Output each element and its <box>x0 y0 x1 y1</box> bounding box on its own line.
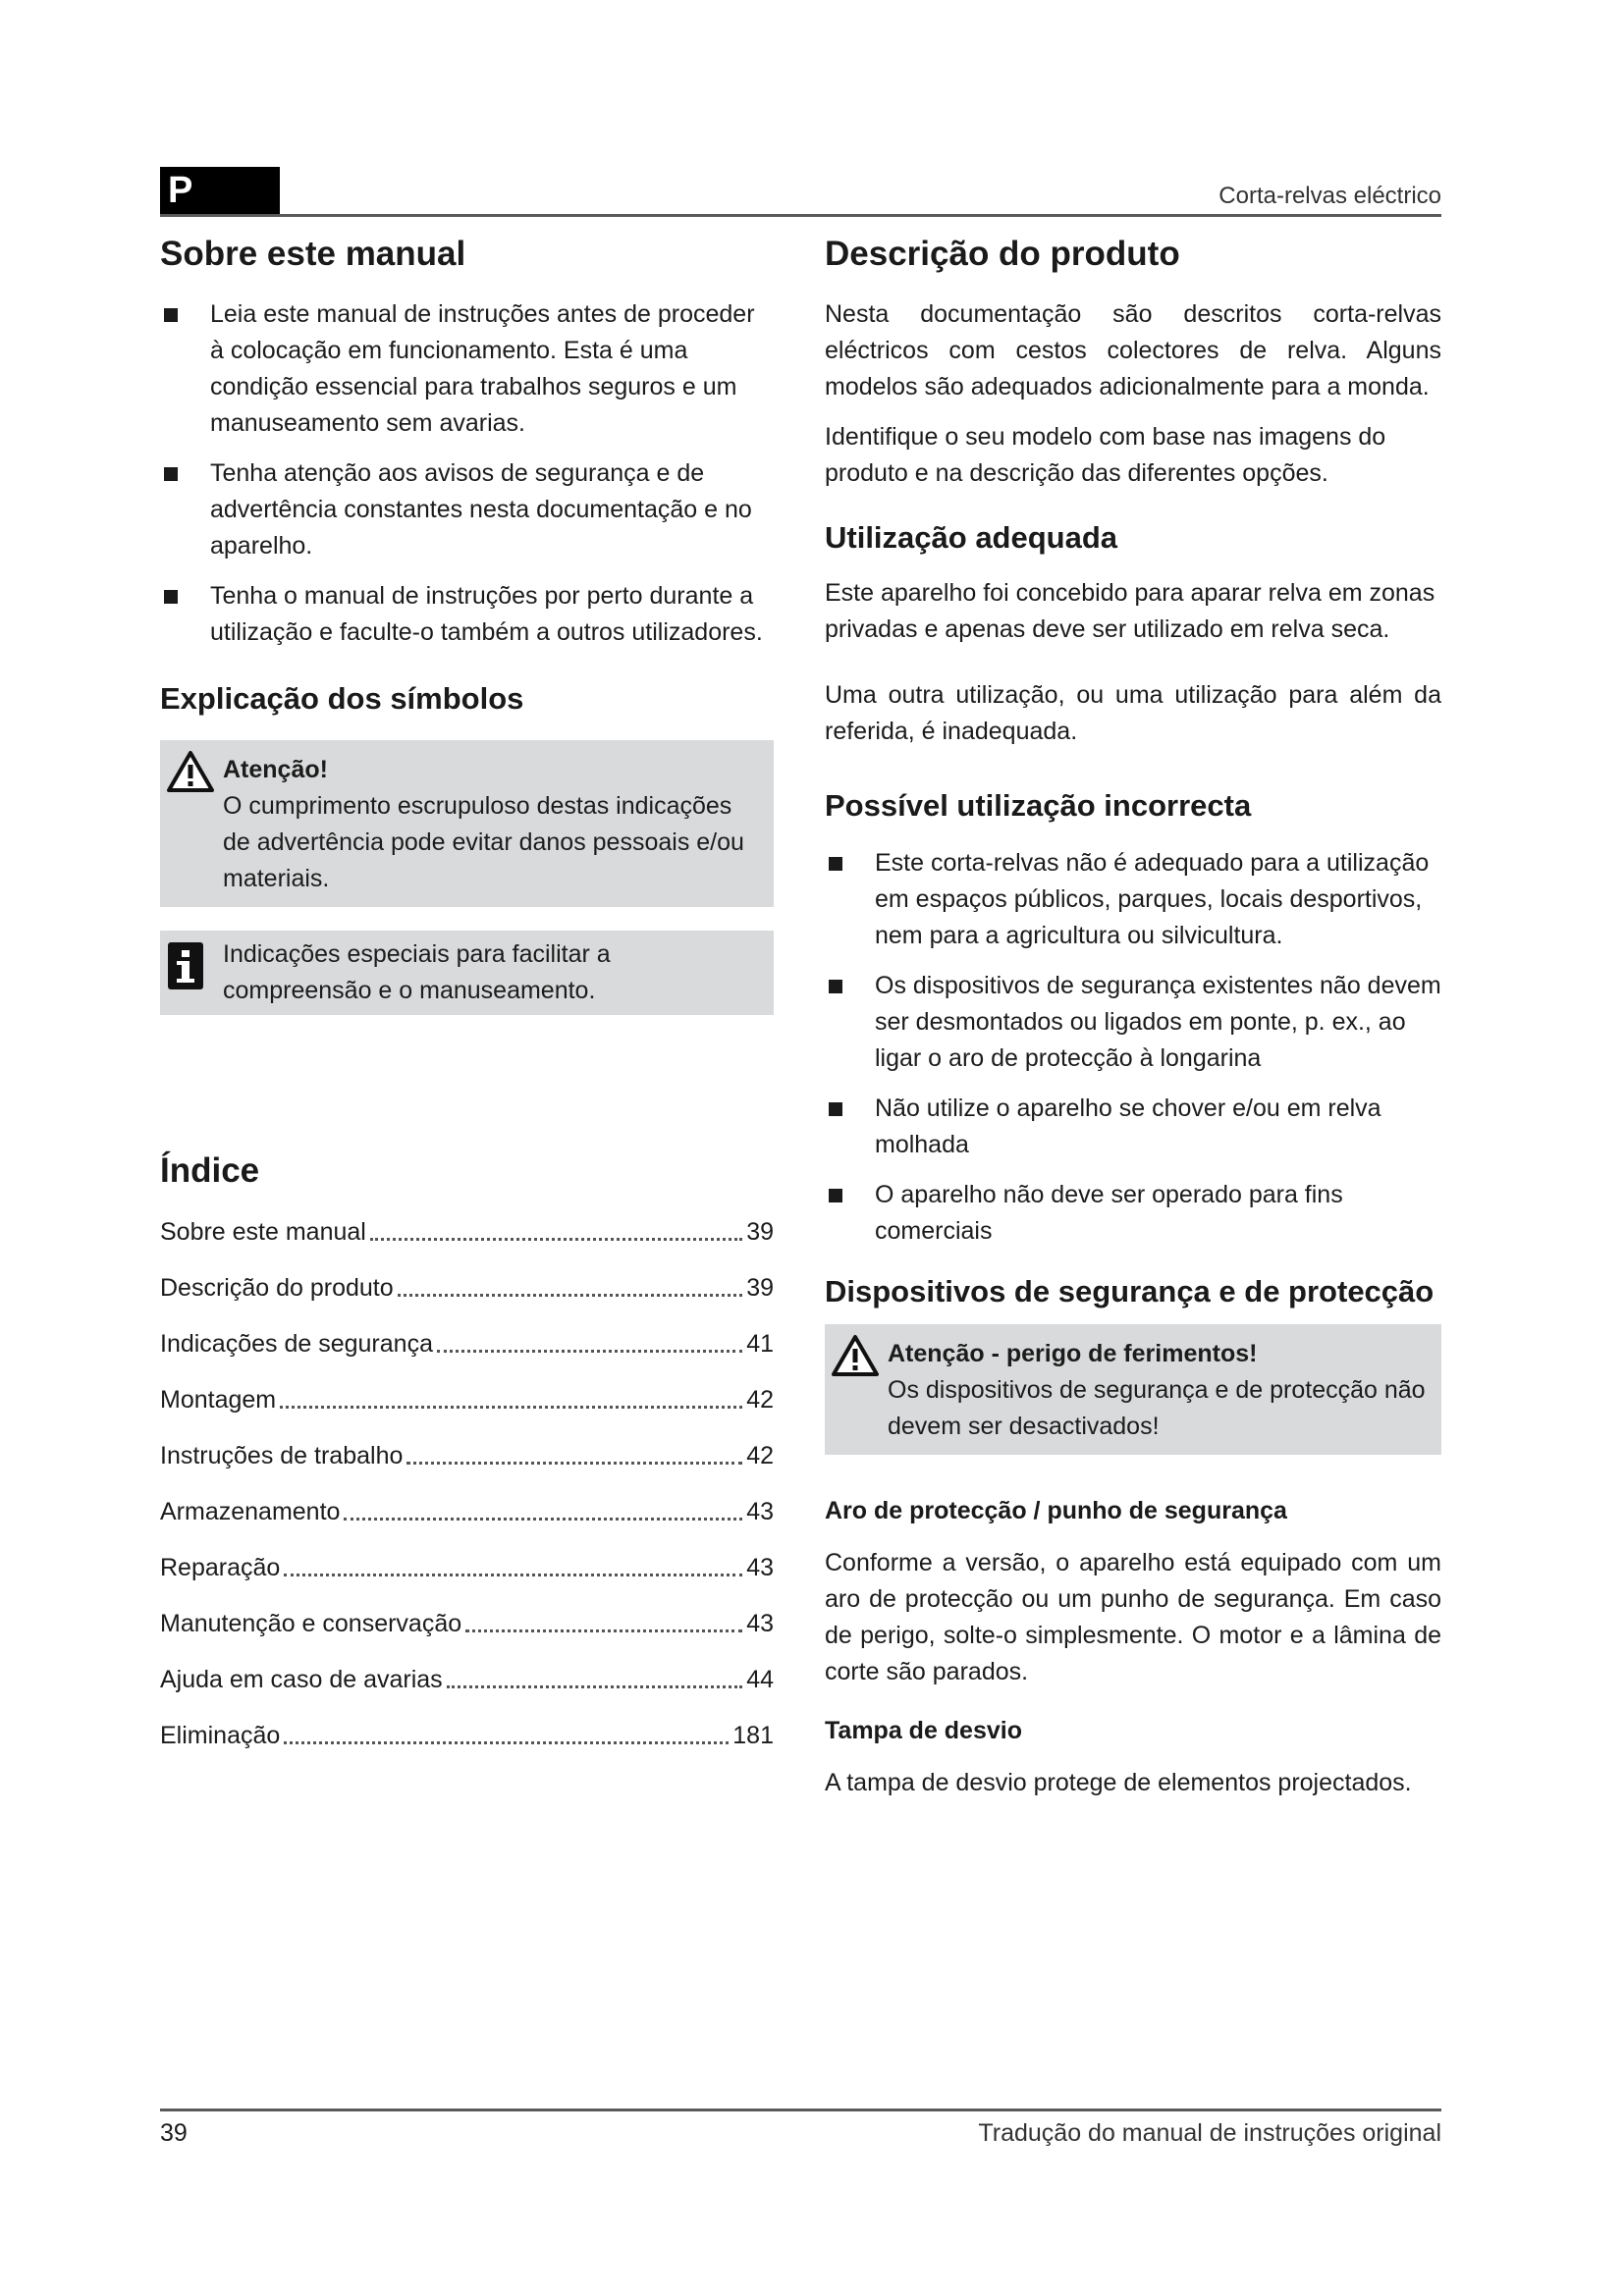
list-item: O aparelho não deve ser operado para fins comerciais <box>825 1177 1441 1250</box>
bullet-square-icon <box>164 590 178 604</box>
list-item: Tenha atenção aos avisos de segurança e de advertência constantes nesta documentação e no aparelho. <box>160 455 774 564</box>
language-code: P <box>168 170 193 211</box>
toc-leader <box>465 1629 742 1632</box>
guard-paragraph: Conforme a versão, o aparelho está equipado com um aro de protecção ou um punho de segurança. Em caso de perigo, solte-o simplesmente. O motor e a lâmina de corte são parados. <box>825 1548 1441 1685</box>
proper-use-paragraph: Este aparelho foi concebido para aparar relva em zonas privadas e apenas deve ser utilizado em relva seca. <box>825 579 1435 644</box>
toc-leader <box>344 1518 742 1521</box>
toc-leader <box>284 1741 729 1744</box>
toc-entry[interactable]: Montagem 42 <box>160 1386 774 1415</box>
warning-text: Os dispositivos de segurança e de protecção não devem ser desactivados! <box>888 1375 1426 1440</box>
bullet-square-icon <box>829 1102 842 1116</box>
toc-leader <box>437 1350 742 1353</box>
toc-leader <box>406 1462 742 1465</box>
toc-entry[interactable]: Instruções de trabalho 42 <box>160 1442 774 1470</box>
guard-heading: Aro de protecção / punho de segurança <box>825 1496 1287 1524</box>
warning-triangle-icon <box>166 750 215 793</box>
bullet-square-icon <box>164 308 178 322</box>
safety-devices-heading: Dispositivos de segurança e de protecção <box>825 1274 1435 1309</box>
language-tab <box>160 167 280 214</box>
list-item: Os dispositivos de segurança existentes não devem ser desmontados ou ligados em ponte, p. ex., ao ligar o aro de protecção à longarina <box>825 968 1441 1077</box>
toc-entry[interactable]: Ajuda em caso de avarias 44 <box>160 1666 774 1694</box>
warning-box <box>825 1324 1441 1455</box>
toc-entry[interactable]: Armazenamento 43 <box>160 1498 774 1526</box>
deflector-heading: Tampa de desvio <box>825 1716 1022 1744</box>
toc-entry[interactable]: Indicações de segurança 41 <box>160 1330 774 1359</box>
about-heading: Sobre este manual <box>160 235 466 273</box>
symbols-heading: Explicação dos símbolos <box>160 681 524 716</box>
page-number: 39 <box>160 2119 188 2147</box>
info-icon <box>168 942 203 989</box>
toc-leader <box>284 1574 742 1576</box>
warning-text: O cumprimento escrupuloso destas indicações de advertência pode evitar danos pessoais e/ou materiais. <box>223 792 744 893</box>
misuse-bullet-list <box>825 845 1441 1250</box>
misuse-heading: Possível utilização incorrecta <box>825 788 1252 824</box>
footer-text: Tradução do manual de instruções original <box>978 2119 1441 2147</box>
toc-leader <box>280 1406 742 1409</box>
header-title: Corta-relvas eléctrico <box>1218 183 1441 209</box>
left-column <box>160 234 774 1750</box>
bullet-square-icon <box>164 467 178 481</box>
index-heading: Índice <box>160 1151 260 1191</box>
toc-entry[interactable]: Reparação 43 <box>160 1554 774 1582</box>
toc-entry[interactable]: Eliminação 181 <box>160 1722 774 1750</box>
description-heading: Descrição do produto <box>825 235 1180 273</box>
info-box <box>160 931 774 1015</box>
right-column <box>825 234 1441 1801</box>
page-footer <box>160 2109 1441 2147</box>
proper-use-paragraph: Uma outra utilização, ou uma utilização para além da referida, é inadequada. <box>825 681 1441 746</box>
warning-title: Atenção - perigo de ferimentos! <box>888 1339 1258 1367</box>
toc-entry[interactable]: Descrição do produto 39 <box>160 1274 774 1303</box>
page-header <box>160 167 1441 217</box>
info-text: Indicações especiais para facilitar a compreensão e o manuseamento. <box>223 940 611 1005</box>
toc-entry[interactable]: Manutenção e conservação 43 <box>160 1610 774 1638</box>
list-item: Não utilize o aparelho se chover e/ou em relva molhada <box>825 1091 1441 1163</box>
table-of-contents <box>160 1217 774 1750</box>
about-bullet-list <box>160 296 774 651</box>
list-item: Leia este manual de instruções antes de proceder à colocação em funcionamento. Esta é uma condição essencial para trabalhos seguros e um manuseamento sem avarias. <box>160 296 774 442</box>
bullet-square-icon <box>829 857 842 871</box>
list-item: Tenha o manual de instruções por perto durante a utilização e faculte-o também a outros utilizadores. <box>160 578 774 651</box>
list-item: Este corta-relvas não é adequado para a utilização em espaços públicos, parques, locais desportivos, nem para a agricultura ou silvicultura. <box>825 845 1441 954</box>
bullet-square-icon <box>829 1189 842 1202</box>
warning-triangle-icon <box>831 1334 880 1377</box>
toc-leader <box>447 1685 743 1688</box>
warning-title: Atenção! <box>223 756 328 784</box>
toc-leader <box>370 1238 742 1241</box>
bullet-square-icon <box>829 980 842 993</box>
proper-use-heading: Utilização adequada <box>825 520 1118 555</box>
warning-box <box>160 740 774 907</box>
description-paragraph: Identifique o seu modelo com base nas imagens do produto e na descrição das diferentes opções. <box>825 423 1386 487</box>
description-paragraph: Nesta documentação são descritos corta-relvas eléctricos com cestos colectores de relva. Alguns modelos são adequados adicionalmente para a monda. <box>825 300 1441 400</box>
toc-entry[interactable]: Sobre este manual 39 <box>160 1218 774 1247</box>
deflector-paragraph: A tampa de desvio protege de elementos projectados. <box>825 1768 1412 1796</box>
toc-leader <box>398 1294 743 1297</box>
